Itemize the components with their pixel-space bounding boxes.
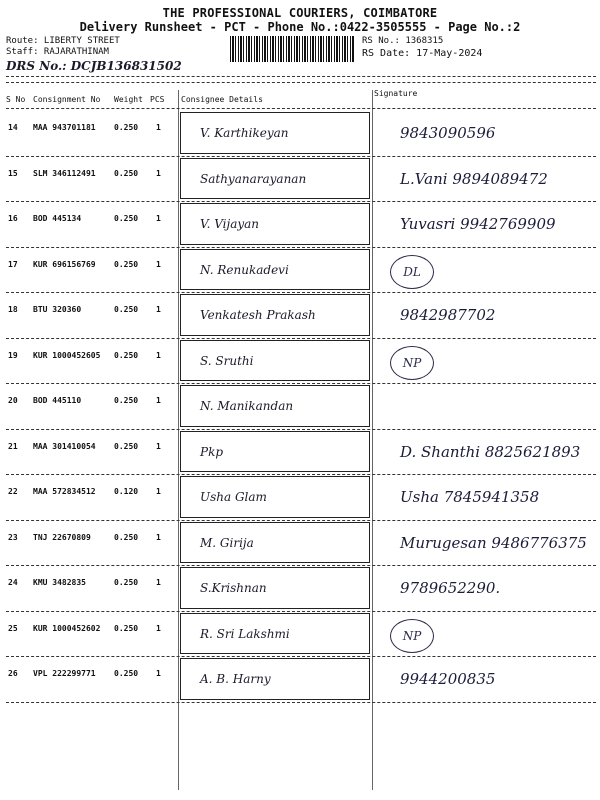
row-weight: 0.250 [114, 123, 139, 132]
column-divider [372, 90, 373, 790]
row-consignment: SLM 346112491 [33, 168, 96, 178]
row-sno: 23 [8, 532, 18, 542]
signature-note: L.Vani 9894089472 [400, 169, 548, 188]
row-sno: 17 [8, 259, 18, 269]
row-sno: 16 [8, 214, 18, 223]
row-sno: 26 [8, 669, 18, 678]
col-signature: Signature [374, 89, 418, 98]
row-pcs: 1 [156, 532, 161, 542]
row-weight: 0.250 [114, 623, 139, 633]
row-divider [6, 656, 596, 657]
row-sno: 24 [8, 578, 18, 587]
signature-note: 9789652290. [400, 579, 501, 597]
signature-note: D. Shanthi 8825621893 [400, 442, 581, 461]
row-weight: 0.120 [114, 487, 139, 496]
row-sno: 14 [8, 123, 18, 132]
row-pcs: 1 [156, 305, 161, 314]
row-consignment: MAA 943701181 [33, 123, 96, 132]
row-consignment: BOD 445110 [33, 396, 82, 405]
row-consignment: KUR 1000452605 [33, 350, 101, 360]
row-weight: 0.250 [114, 214, 139, 223]
header-divider [6, 108, 596, 109]
row-pcs: 1 [156, 669, 161, 678]
signature-stamp: NP [390, 619, 434, 653]
barcode [230, 36, 355, 62]
row-divider [6, 702, 596, 703]
col-weight: Weight [114, 95, 143, 104]
signature-note: 9944200835 [400, 670, 496, 688]
row-pcs: 1 [156, 396, 161, 405]
consignee-name: R. Sri Lakshmi [200, 626, 290, 641]
consignee-name: Sathyanarayanan [200, 171, 307, 186]
row-pcs: 1 [156, 123, 161, 132]
signature-note: Usha 7845941358 [400, 488, 540, 506]
row-weight: 0.250 [114, 305, 139, 314]
row-weight: 0.250 [114, 669, 139, 678]
runsheet-title: Delivery Runsheet - PCT - Phone No.:0422-3505555 - Page No.:2 [79, 20, 521, 34]
column-divider [178, 90, 179, 790]
row-consignment: MAA 572834512 [33, 487, 96, 496]
row-divider [6, 565, 596, 566]
row-weight: 0.250 [114, 259, 139, 269]
col-consignee: Consignee Details [181, 95, 263, 104]
row-pcs: 1 [156, 623, 161, 633]
consignee-name: S. Sruthi [200, 353, 254, 368]
row-weight: 0.250 [114, 168, 139, 178]
row-pcs: 1 [156, 578, 161, 587]
row-weight: 0.250 [114, 396, 139, 405]
col-pcs: PCS [150, 95, 165, 104]
col-consignment: Consignment No [33, 95, 101, 104]
row-sno: 19 [8, 350, 18, 360]
consignee-name: V. Karthikeyan [200, 126, 289, 140]
row-divider [6, 474, 596, 475]
signature-note: Yuvasri 9942769909 [400, 215, 556, 233]
consignee-name: V. Vijayan [200, 217, 260, 231]
row-weight: 0.250 [114, 441, 139, 451]
row-consignment: VPL 222299771 [33, 669, 96, 678]
consignee-name: Venkatesh Prakash [200, 308, 316, 322]
row-divider [6, 611, 596, 612]
row-sno: 21 [8, 441, 18, 451]
row-weight: 0.250 [114, 532, 139, 542]
route-label: Route: LIBERTY STREET [6, 36, 120, 46]
rs-date: RS Date: 17-May-2024 [362, 48, 483, 59]
consignee-name: Pkp [200, 444, 224, 459]
col-sno: S No [6, 95, 26, 104]
row-divider [6, 429, 596, 430]
row-divider [6, 247, 596, 248]
consignee-name: N. Renukadevi [200, 262, 289, 277]
row-sno: 20 [8, 396, 18, 405]
row-weight: 0.250 [114, 578, 139, 587]
consignee-name: Usha Glam [200, 490, 267, 504]
signature-note: 9842987702 [400, 306, 496, 324]
row-divider [6, 338, 596, 339]
row-consignment: BTU 320360 [33, 305, 82, 314]
row-sno: 22 [8, 487, 18, 496]
row-divider [6, 383, 596, 384]
consignee-name: A. B. Harny [200, 672, 271, 686]
company-title: THE PROFESSIONAL COURIERS, COIMBATORE [162, 6, 438, 20]
consignee-name: N. Manikandan [200, 399, 294, 413]
row-pcs: 1 [156, 214, 161, 223]
row-consignment: KUR 1000452602 [33, 623, 101, 633]
row-weight: 0.250 [114, 350, 139, 360]
row-consignment: KUR 696156769 [33, 259, 96, 269]
signature-note: 9843090596 [400, 124, 496, 142]
row-pcs: 1 [156, 441, 161, 451]
row-divider [6, 292, 596, 293]
row-divider [6, 201, 596, 202]
row-consignment: MAA 301410054 [33, 441, 96, 451]
signature-note: Murugesan 9486776375 [400, 533, 587, 552]
divider [6, 76, 596, 77]
row-sno: 25 [8, 623, 18, 633]
consignee-name: S.Krishnan [200, 581, 267, 595]
row-sno: 18 [8, 305, 18, 314]
row-pcs: 1 [156, 168, 161, 178]
signature-stamp: NP [390, 346, 434, 380]
row-consignment: BOD 445134 [33, 214, 82, 223]
row-pcs: 1 [156, 487, 161, 496]
row-consignment: KMU 3482835 [33, 578, 86, 587]
staff-label: Staff: RAJARATHINAM [6, 47, 109, 57]
row-sno: 15 [8, 168, 18, 178]
row-pcs: 1 [156, 350, 161, 360]
row-pcs: 1 [156, 259, 161, 269]
row-divider [6, 156, 596, 157]
drs-number: DRS No.: DCJB136831502 [6, 59, 182, 73]
divider [6, 82, 596, 83]
consignee-name: M. Girija [200, 535, 254, 550]
row-consignment: TNJ 22670809 [33, 532, 91, 542]
rs-number: RS No.: 1368315 [362, 36, 444, 46]
signature-stamp: DL [390, 255, 434, 289]
row-divider [6, 520, 596, 521]
